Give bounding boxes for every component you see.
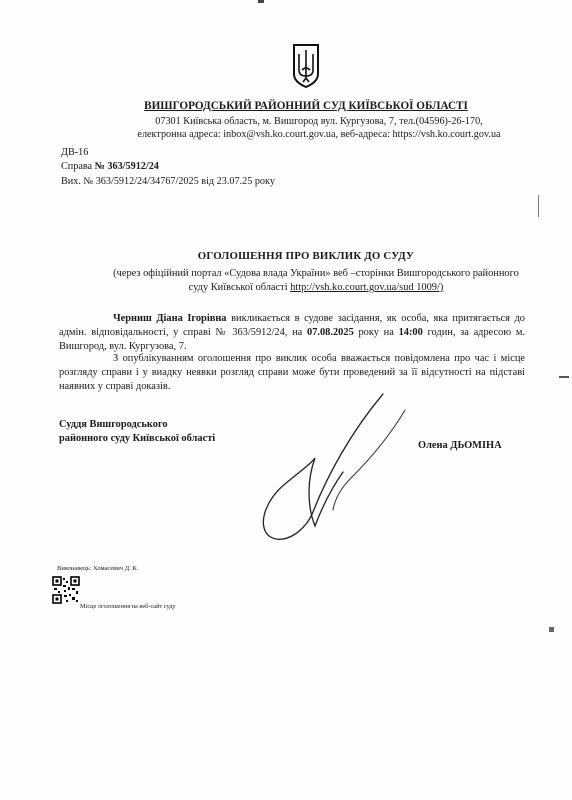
case-label: Справа xyxy=(61,161,95,172)
hearing-date: 07.08.2025 xyxy=(307,327,354,338)
executor-note: Виконавець: Хомасевич Д. К. xyxy=(57,565,139,572)
summons-paragraph: Черниш Діана Ігорівна викликається в судове засідання, як особа, яка притягається до адмін. відповідальності, у справі № 363/5912/24, на 07.08.2025 року на 14:00 годин, за адресою м. Вишгород, вул. Кургузова, 7. xyxy=(59,313,525,352)
scan-mark-right xyxy=(538,195,539,217)
notice-title: ОГОЛОШЕННЯ ПРО ВИКЛИК ДО СУДУ xyxy=(197,250,415,262)
case-number-line xyxy=(61,161,159,172)
subtitle-text: суду Київської області xyxy=(188,282,291,293)
notice-subtitle-1: (через офіційний портал «Судова влада України» веб –сторінки Вишгородського районного xyxy=(113,268,519,279)
notice-subtitle-2 xyxy=(0,282,572,293)
hearing-time: 14:00 xyxy=(398,327,423,338)
outgoing-number: Вих. № 363/5912/24/34767/2025 від 23.07.25 року xyxy=(61,176,275,187)
court-name: ВИШГОРОДСЬКИЙ РАЙОННИЙ СУД КИЇВСЬКОЇ ОБЛАСТІ xyxy=(144,100,468,112)
case-number: № 363/5912/24 xyxy=(94,161,159,172)
court-portal-link: http://vsh.ko.court.gov.ua/sud 1009/) xyxy=(290,282,444,293)
qr-code-icon xyxy=(52,576,80,604)
court-address: 07301 Київська область, м. Вишгород вул. Кургузова, 7, тел.(04596)-26-170, xyxy=(155,116,483,127)
trident-emblem-icon xyxy=(291,42,321,88)
consequence-paragraph: З опублікуванням оголошення про виклик особа вважається повідомлена про час і місце розгляду справи і у виадку неявки розгляд справи може бути проведений за її відсутності на підставі наявних у справі доказів. xyxy=(59,353,525,392)
judge-title-2: районного суду Київської області xyxy=(59,433,216,444)
qr-note: Місце оголошення на веб-сайт суду xyxy=(80,603,176,610)
handwritten-signature-icon xyxy=(255,380,415,550)
court-contacts: електронна адреса: inbox@vsh.ko.court.gov.ua, веб-адреса: https://vsh.ko.court.gov.ua xyxy=(137,129,501,140)
scan-mark-right-3 xyxy=(549,627,554,632)
judge-title-1: Суддя Вишгородського xyxy=(59,419,168,430)
scan-mark-right-2 xyxy=(559,376,569,378)
doc-code: ДВ-16 xyxy=(61,147,89,158)
summoned-person-name: Черниш Діана Ігорівна xyxy=(113,313,227,324)
scan-mark-top xyxy=(258,0,264,3)
judge-name: Олена ДЬОМІНА xyxy=(418,440,502,451)
